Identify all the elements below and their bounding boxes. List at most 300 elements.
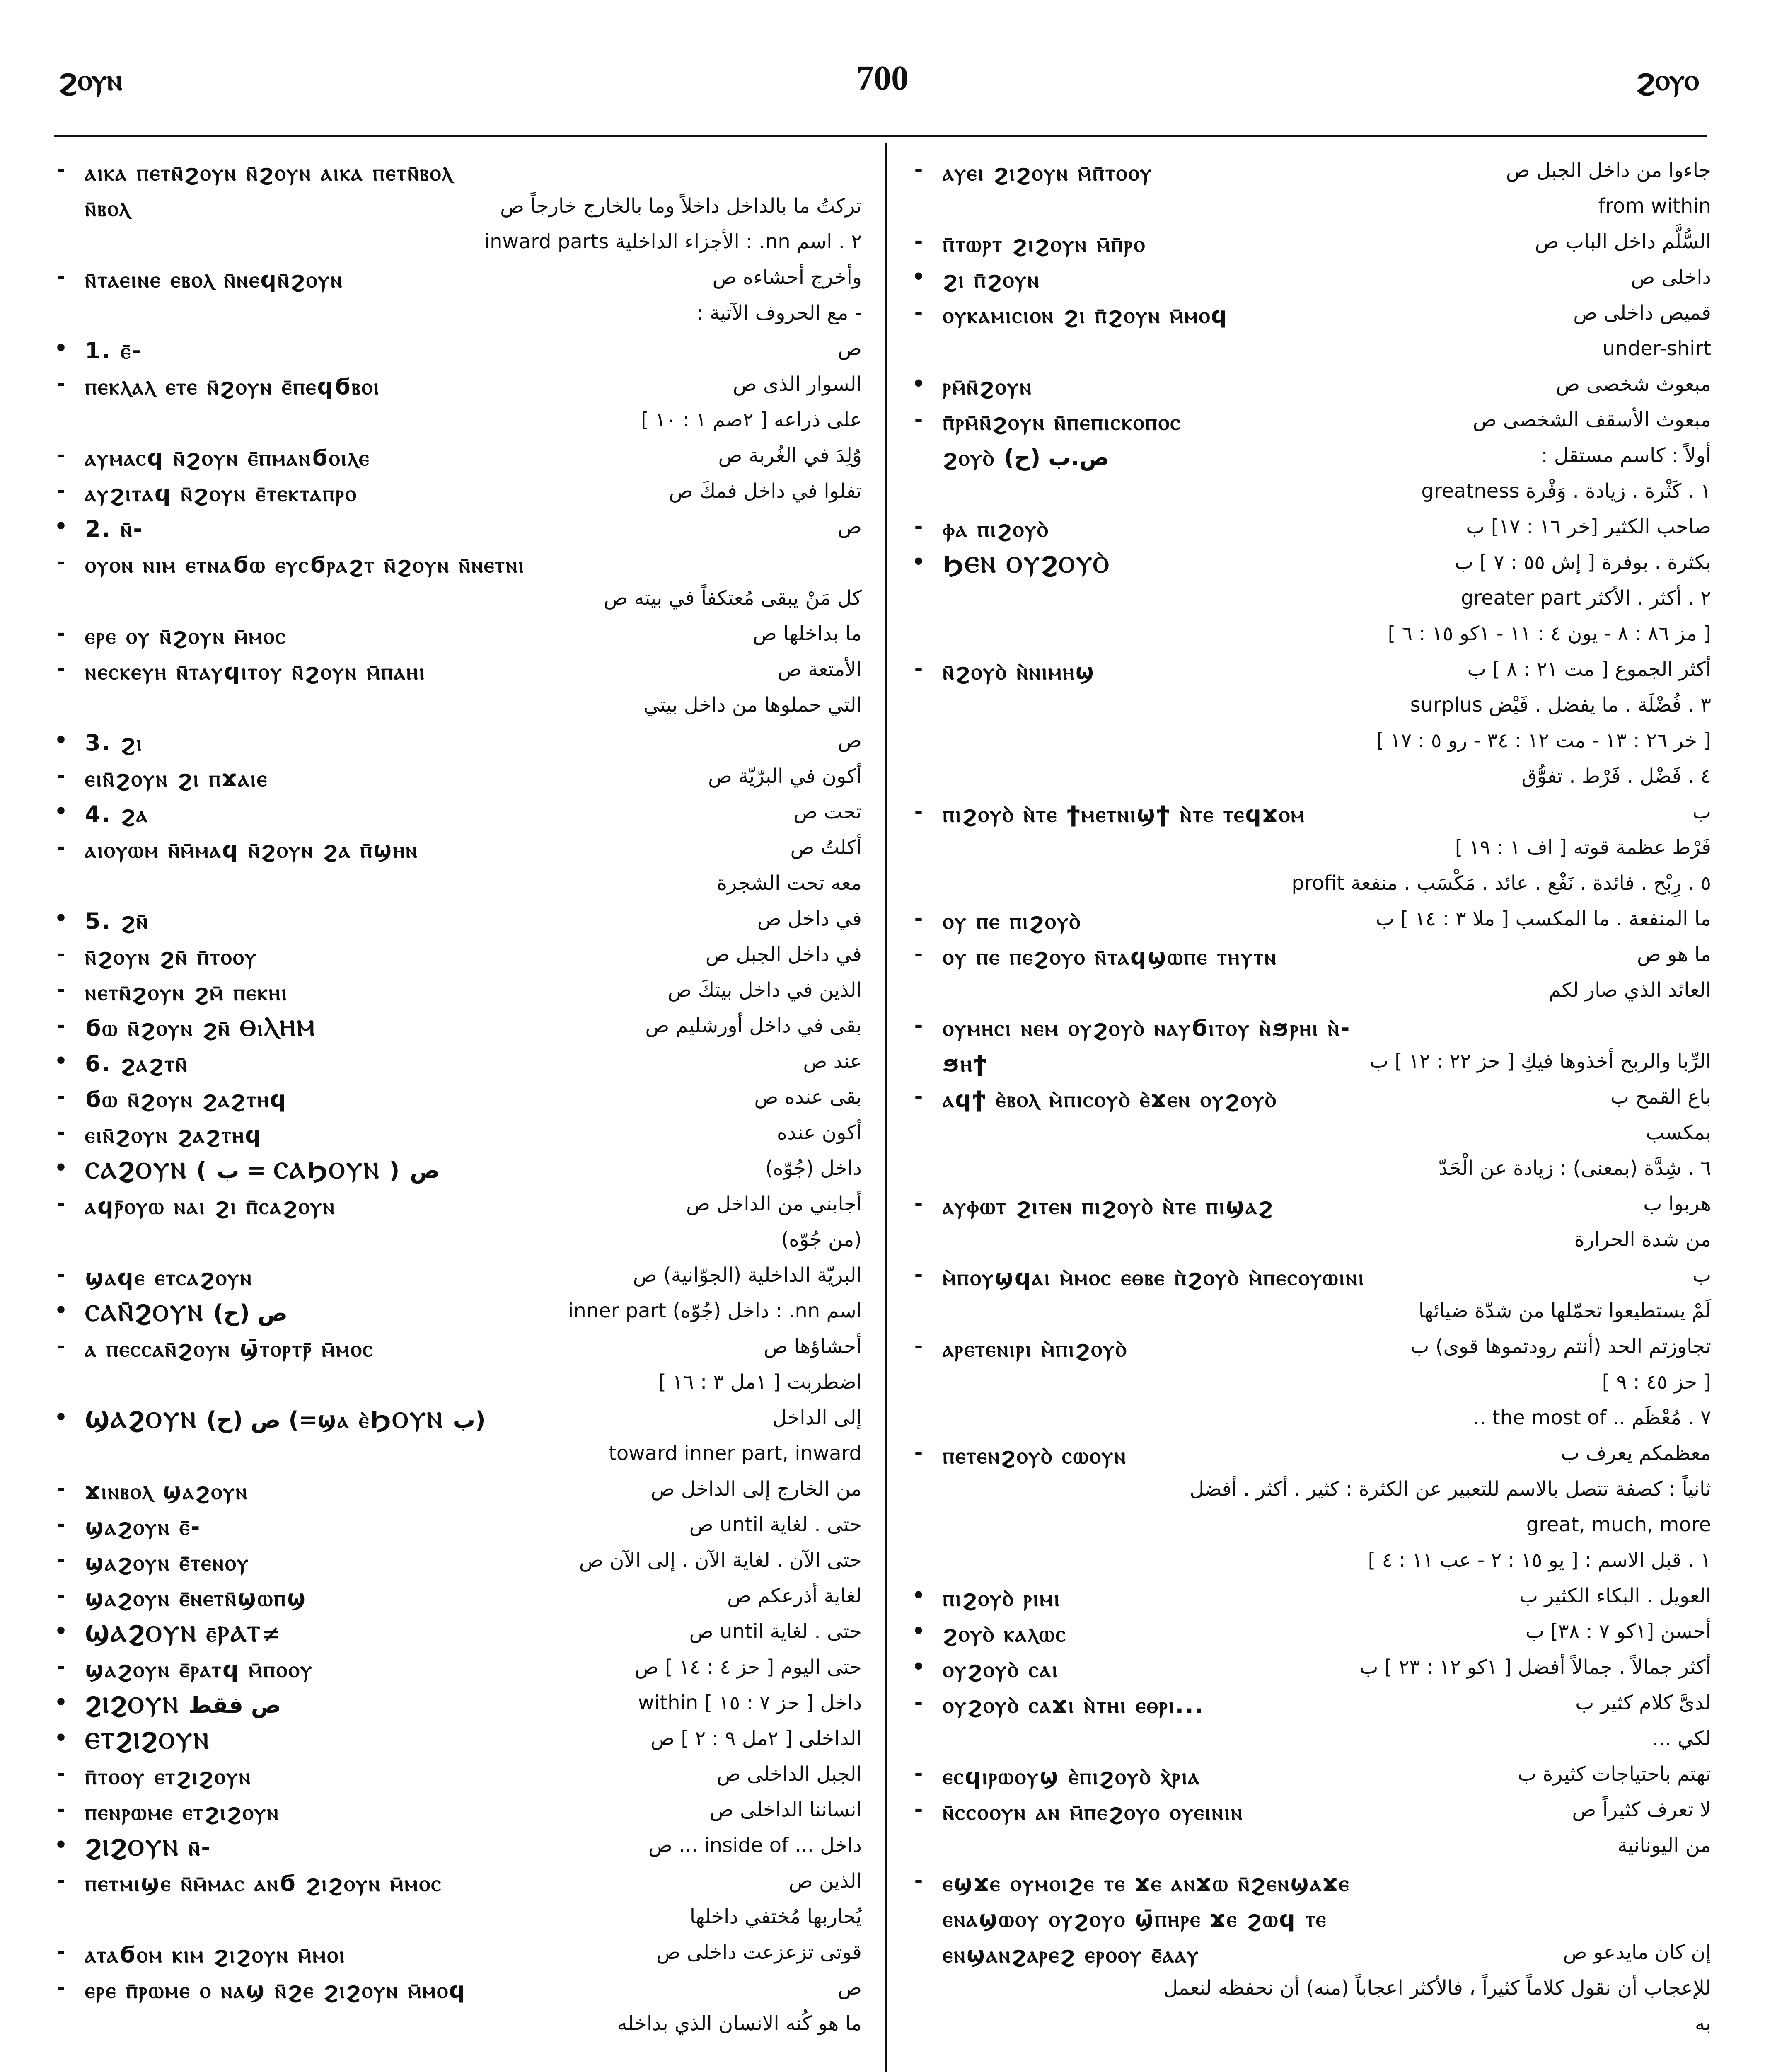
gloss-text: أكون عنده [777, 1121, 862, 1144]
coptic-text: ⲛ̄ⲧⲁⲉⲓⲛⲉ ⲉⲃⲟⲗ ⲛ̄ⲛⲉϥⲛ̄ϩⲟⲩⲛ [85, 266, 343, 293]
gloss-text: under-shirt [1602, 337, 1711, 360]
entry-line [46, 547, 866, 583]
gloss-text: من اليونانية [1617, 1834, 1711, 1857]
coptic-text: ⲛ̄ⲥⲥⲟⲟⲩⲛ ⲁⲛ ⲙ̄ⲡⲉϩⲟⲩⲟ ⲟⲩⲉⲓⲛⲓⲛ [943, 1799, 1244, 1825]
gloss-text: بمكسب [1646, 1121, 1711, 1144]
gloss-text: أكثر الجموع [ مت ٢١ : ٨ ] ب [1467, 658, 1711, 681]
entry-line [46, 1830, 866, 1866]
gloss-text: معه تحت الشجرة [717, 871, 862, 895]
entry-line [903, 369, 1715, 405]
example-dash: - [914, 1441, 923, 1465]
entry-line [903, 654, 1715, 690]
header-rule [54, 135, 1707, 137]
coptic-text: ⲁⲩϩⲓⲧⲁϥ ⲛ̄ϩⲟⲩⲛ ⲉ̄ⲧⲉⲕⲧⲁⲡⲣⲟ [85, 480, 358, 506]
gloss-text: الذين في داخل بيتكَ ص [667, 978, 862, 1002]
gloss-text: great, much, more [1526, 1513, 1711, 1536]
coptic-text: ⲁⲓⲟⲩⲱⲙ ⲛ̄ⲙ̄ⲙⲁϥ ⲛ̄ϩⲟⲩⲛ ϩⲁ ⲡ̄ϣⲏⲛ [85, 837, 418, 863]
headword-bullet: • [54, 1298, 68, 1322]
entry-line [903, 1474, 1715, 1510]
coptic-text: ⲡⲉⲧⲙⲓϣⲉ ⲛ̄ⲙ̄ⲙⲁⲥ ⲁⲛϭ ϩⲓϩⲟⲩⲛ ⲙ̄ⲙⲟⲥ [85, 1870, 442, 1896]
example-dash: - [914, 1013, 923, 1037]
coptic-text: ⲉⲓⲛ̄ϩⲟⲩⲛ ϩⲓ ⲡϫⲁⲓⲉ [85, 765, 268, 792]
gloss-text: بقى عنده ص [754, 1085, 862, 1109]
gloss-text: السوار الذى ص [733, 373, 862, 396]
gloss-text: تفلوا في داخل فمكَ ص [669, 479, 862, 503]
entry-line [46, 975, 866, 1011]
gloss-text: البريّة الداخلية (الجوّانية) ص [633, 1264, 862, 1287]
gloss-text: لا تعرف كثيراً ص [1572, 1798, 1711, 1821]
coptic-text: ϣⲁϩⲟⲩⲛ ⲉ̄ⲣⲁⲧϥ ⲙ̄ⲡⲟⲟⲩ [85, 1656, 313, 1682]
entry-line [903, 1902, 1715, 1937]
entry-line [46, 1973, 866, 2009]
entry-line [46, 654, 866, 690]
example-dash: - [914, 1762, 923, 1786]
example-dash: - [56, 1548, 65, 1572]
example-dash: - [914, 942, 923, 966]
example-dash: - [914, 300, 923, 324]
headword-bullet: • [54, 906, 68, 930]
entry-line [46, 1688, 866, 1723]
example-dash: - [56, 1512, 65, 1536]
example-dash: - [914, 1869, 923, 1893]
gloss-text: داخلى ص [1631, 266, 1711, 289]
entry-line [903, 191, 1715, 227]
page-number: 700 [856, 59, 909, 97]
example-dash: - [914, 229, 923, 253]
example-dash: - [914, 1690, 923, 1714]
gloss-text: ثانياً : كصفة تتصل بالاسم للتعبير عن الكثرة : كثير . أكثر . أفضل [1190, 1477, 1711, 1501]
entry-line [46, 512, 866, 547]
entry-line [903, 868, 1715, 904]
headword-bullet: • [54, 1405, 68, 1429]
entry-line [903, 583, 1715, 619]
coptic-text: 3. ϩⲓ [85, 730, 143, 756]
entry-line [46, 1011, 866, 1046]
example-dash: - [56, 621, 65, 645]
coptic-text: ϭⲱ ⲛ̄ϩⲟⲩⲛ ϩⲛ̄ ⲐⲓⲖⲎⲘ [85, 1015, 317, 1041]
example-dash: - [56, 1940, 65, 1964]
coptic-text: ⲁⲩⲫⲱⲧ ϩⲓⲧⲉⲛ ⲡⲓϩⲟⲩⲟ̀ ⲛ̀ⲧⲉ ⲡⲓϣⲁϩ [943, 1193, 1274, 1219]
example-dash: - [56, 657, 65, 681]
example-dash: - [56, 443, 65, 467]
gloss-text: تحت ص [793, 800, 862, 823]
example-dash: - [914, 1191, 923, 1215]
entry-line [46, 1723, 866, 1759]
entry-line [46, 155, 866, 191]
entry-line [903, 1153, 1715, 1189]
gloss-text: الذين ص [788, 1869, 862, 1893]
entry-line [903, 1118, 1715, 1153]
gloss-text: ٢ . اسم nn. : الأجزاء الداخلية inward parts [484, 230, 862, 253]
entry-line [903, 1510, 1715, 1545]
coptic-text: ⲡⲉⲧⲉⲛϩⲟⲩⲟ̀ ⲥⲱⲟⲩⲛ [943, 1443, 1127, 1469]
gloss-text: للإعجاب أن نقول كلاماً كثيراً ، فالأكثر اعجاباً (منه) أن نحفظه لنعمل [1163, 1976, 1711, 1999]
headword-bullet: • [912, 1583, 925, 1607]
gloss-text: في داخل الجبل ص [705, 943, 862, 966]
entry-line [903, 1260, 1715, 1296]
coptic-text: ⲁⲩⲉⲓ ϩⲓϩⲟⲩⲛ ⲙ̄ⲡ̄ⲧⲟⲟⲩ [943, 160, 1153, 186]
gloss-text: ص [837, 1976, 862, 1999]
entry-line [903, 2009, 1715, 2044]
gloss-text: حتى الآن . لغاية الآن . إلى الآن ص [579, 1549, 862, 1572]
entry-line [46, 1153, 866, 1189]
coptic-text: ⲁⲩⲙⲁⲥϥ ⲛ̄ϩⲟⲩⲛ ⲉ̄ⲡⲙⲁⲛϭⲟⲓⲗⲉ [85, 445, 370, 471]
gloss-text: لَمْ يستطيعوا تحمّلها من شدّة ضيائها [1418, 1299, 1711, 1322]
coptic-text: ⲛⲉⲥⲕⲉⲩⲏ ⲛ̄ⲧⲁⲩϥⲓⲧⲟⲩ ⲛ̄ϩⲟⲩⲛ ⲙ̄ⲡⲁⲏⲓ [85, 658, 426, 685]
entry-line [46, 1260, 866, 1296]
gloss-text: العائد الذي صار لكم [1548, 978, 1711, 1002]
coptic-text: ⲟⲩϩⲟⲩⲟ̀ ⲥⲁⲓ [943, 1656, 1059, 1682]
entry-line [46, 1438, 866, 1474]
entry-line [46, 1189, 866, 1225]
entry-line [903, 761, 1715, 797]
coptic-text: ϩⲟⲩⲟ̀ ⲕⲁⲗⲱⲥ [943, 1621, 1067, 1647]
column-divider [885, 143, 887, 2072]
headword-bullet: • [54, 1726, 68, 1750]
entry-line [46, 1759, 866, 1795]
gloss-text: أحشاؤها ص [764, 1335, 862, 1358]
example-dash: - [914, 1084, 923, 1109]
gloss-text: داخل ... inside of ... ص [648, 1834, 862, 1857]
example-dash: - [56, 1120, 65, 1144]
entry-line [46, 761, 866, 797]
coptic-text: ϫⲓⲛⲃⲟⲗ ϣⲁϩⲟⲩⲛ [85, 1478, 249, 1504]
coptic-text: ⲛ̄ⲃⲟⲗ [85, 195, 131, 221]
entry-line [903, 1759, 1715, 1795]
example-dash: - [56, 372, 65, 396]
entry-line [903, 155, 1715, 191]
entry-line [903, 1830, 1715, 1866]
coptic-text: ⲉⲛϣⲁⲛϩⲁⲣⲉϩ ⲉⲣⲟⲟⲩ ⲉ̄ⲁⲁⲩ [943, 1941, 1200, 1968]
coptic-text: 2. ⲛ̄- [85, 516, 144, 542]
gloss-text: اسم nn. : داخل (جُوّه) inner part [568, 1299, 862, 1322]
entry-line [903, 405, 1715, 441]
coptic-text: ⲁⲧⲁϭⲟⲙ ⲕⲓⲙ ϩⲓϩⲟⲩⲛ ⲙ̄ⲙⲟⲓ [85, 1941, 346, 1968]
example-dash: - [56, 550, 65, 574]
example-dash: - [914, 1334, 923, 1358]
entry-line [46, 1902, 866, 1937]
example-dash: - [56, 1084, 65, 1109]
entry-line [903, 1189, 1715, 1225]
coptic-text: ϩⲟⲩⲟ̀ ص.ب (ح) [943, 445, 1110, 471]
gloss-text: ص [837, 729, 862, 752]
page-header [0, 0, 1765, 128]
example-dash: - [56, 1655, 65, 1679]
headword-bullet: • [54, 336, 68, 360]
headword-bullet: • [54, 728, 68, 752]
entry-line [46, 833, 866, 868]
coptic-text: ⲈⲦϨⲒϨⲞⲨⲚ [85, 1728, 210, 1754]
gloss-text: ب [1692, 1264, 1711, 1287]
headword-bullet: • [912, 372, 925, 396]
gloss-text: ص [837, 515, 862, 538]
entry-line [46, 1403, 866, 1438]
coptic-text: ⲁϥϯ ⲉ̀ⲃⲟⲗ ⲙ̀ⲡⲓⲥⲟⲩⲟ̀ ⲉ̀ϫⲉⲛ ⲟⲩϩⲟⲩⲟ̀ [943, 1086, 1277, 1112]
entry-line [46, 868, 866, 904]
entry-line [903, 1082, 1715, 1118]
coptic-text: 6. ϩⲁϩⲧⲛ̄ [85, 1051, 188, 1077]
gloss-text: تركتُ ما بالداخل داخلاً وما بالخارج خارجاً ص [500, 194, 862, 218]
coptic-text: ⲟⲩⲟⲛ ⲛⲓⲙ ⲉⲧⲛⲁϭⲱ ⲉⲩⲥϭⲣⲁϩⲧ ⲛ̄ϩⲟⲩⲛ ⲛ̄ⲛⲉⲧⲛⲓ [85, 552, 525, 578]
entry-line [903, 1617, 1715, 1652]
entry-line [46, 726, 866, 761]
coptic-text: 5. ϩⲛ̄ [85, 908, 149, 934]
left-column [46, 155, 866, 2072]
coptic-text: ⲟⲩ ⲡⲉ ⲡⲉϩⲟⲩⲟ ⲛ̄ⲧⲁϥϣⲱⲡⲉ ⲧⲏⲩⲧⲛ [943, 944, 1277, 970]
gloss-text: صاحب الكثير [خر ١٦ : ١٧] ب [1466, 515, 1711, 538]
gloss-text: حتى . لغاية until ص [689, 1513, 862, 1536]
coptic-text: ⲟⲩϩⲟⲩⲟ̀ ⲥⲁϫⲓ ⲛ̀ⲧⲏⲓ ⲉⲑⲣⲓ... [943, 1692, 1205, 1718]
example-dash: - [914, 906, 923, 930]
gloss-text: مبعوث شخصى ص [1556, 373, 1711, 396]
entry-line [903, 1545, 1715, 1581]
gloss-text: في داخل ص [757, 907, 862, 930]
gloss-text: قوتى تزعزعت داخلى ص [656, 1941, 862, 1964]
coptic-text: ⲉⲛⲁϣⲱⲟⲩ ⲟⲩϩⲟⲩⲟ ϣ̄ⲡⲏⲣⲉ ϫⲉ ϩⲱϥ ⲧⲉ [943, 1906, 1327, 1932]
gloss-text: (من جُوّه) [781, 1228, 862, 1251]
entry-line [46, 1331, 866, 1367]
entry-line [903, 904, 1715, 939]
example-dash: - [56, 1191, 65, 1215]
gloss-text: ما هو كُنه الانسان الذي بداخله [617, 2012, 862, 2035]
coptic-text: ϣⲁϥⲉ ⲉⲧⲥⲁϩⲟⲩⲛ [85, 1264, 253, 1290]
coptic-text: ⲛ̄ϩⲟⲩⲛ ϩⲛ̄ ⲡ̄ⲧⲟⲟⲩ [85, 944, 258, 970]
example-dash: - [56, 1975, 65, 1999]
coptic-text: ⲉⲥϥⲓⲣⲱⲟⲩϣ ⲉ̀ⲡⲓϩⲟⲩⲟ̀ ⲭ̀ⲣⲓⲁ [943, 1763, 1201, 1789]
coptic-text: ⲫⲁ ⲡⲓϩⲟⲩⲟ̀ [943, 516, 1049, 542]
gloss-text: ص [837, 337, 862, 360]
entry-line [46, 441, 866, 476]
gloss-text: انساننا الداخلى ص [709, 1798, 862, 1821]
gloss-text: [ خر ٢٦ : ١٣ - مت ١٢ : ٣٤ - رو ٥ : ١٧ ] [1376, 729, 1711, 752]
gloss-text: ٦ . شِدَّة (بمعنى) : زيادة عن الْحَدّ [1439, 1157, 1711, 1180]
entry-line [46, 1581, 866, 1617]
gloss-text: أكلتُ ص [790, 836, 862, 859]
headword-bullet: • [912, 265, 925, 289]
entry-line [903, 512, 1715, 547]
gloss-text: [ حز ٤٥ : ٩ ] [1602, 1370, 1711, 1394]
entry-line [903, 1367, 1715, 1403]
entry-line [46, 904, 866, 939]
coptic-text: ⲛⲉⲧⲛ̄ϩⲟⲩⲛ ϩⲙ̄ ⲡⲉⲕⲏⲓ [85, 979, 288, 1005]
gloss-text: العويل . البكاء الكثير ب [1519, 1584, 1711, 1607]
coptic-text: ⲁⲓⲕⲁ ⲡⲉⲧⲛ̄ϩⲟⲩⲛ ⲛ̄ϩⲟⲩⲛ ⲁⲓⲕⲁ ⲡⲉⲧⲛ̄ⲃⲟⲗ [85, 160, 454, 186]
gloss-text: لكي ... [1652, 1727, 1711, 1750]
example-dash: - [914, 1797, 923, 1821]
headword-bullet: • [54, 1049, 68, 1073]
entry-line [46, 405, 866, 441]
gloss-text: كل مَنْ يبقى مُعتكفاً في بيته ص [604, 586, 862, 610]
gloss-text: من الخارج إلى الداخل ص [650, 1477, 862, 1501]
entry-line [46, 1652, 866, 1688]
gloss-text: حتى اليوم [ حز ٤ : ١٤ ] ص [634, 1656, 862, 1679]
gloss-text: به [1695, 2012, 1711, 2035]
gloss-text: إلى الداخل [772, 1406, 862, 1429]
coptic-text: ⲟⲩⲕⲁⲙⲓⲥⲓⲟⲛ ϩⲓ ⲡ̄ϩⲟⲩⲛ ⲙ̄ⲙⲟϥ [943, 302, 1228, 328]
gloss-text: داخل (جُوّه) [765, 1157, 862, 1180]
gloss-text: ما بداخلها ص [752, 622, 862, 645]
entry-line [903, 1723, 1715, 1759]
coptic-text: ⲤⲀϨⲞⲨⲚ ( ب = ⲤⲀϦⲞⲨⲚ ) ص [85, 1157, 440, 1184]
entry-line [903, 1973, 1715, 2009]
entry-line [46, 191, 866, 227]
coptic-text: ϢⲀϨⲞⲨⲚ ⲉ̄ⲢⲀⲦ≠ [85, 1621, 282, 1647]
entry-line [903, 975, 1715, 1011]
headword-bullet: • [54, 1833, 68, 1857]
coptic-text: ⲟⲩ ⲡⲉ ⲡⲓϩⲟⲩⲟ̀ [943, 908, 1081, 934]
gloss-text: الأمتعة ص [777, 658, 862, 681]
gloss-text: وُلِدَ في الغُربة ص [718, 444, 862, 467]
entry-line [903, 334, 1715, 369]
gloss-text: السُّلَّم داخل الباب ص [1535, 230, 1711, 253]
coptic-text: ⲡⲉⲛⲣⲱⲙⲉ ⲉⲧϩⲓϩⲟⲩⲛ [85, 1799, 280, 1825]
coptic-text: ϧⲏϯ [943, 1051, 988, 1077]
example-dash: - [914, 657, 923, 681]
entry-line [46, 334, 866, 369]
gloss-text: from within [1598, 194, 1711, 218]
entry-line [903, 298, 1715, 334]
gloss-text: معظمكم يعرف ب [1561, 1442, 1711, 1465]
coptic-text: ⲣⲙ̄ⲛ̄ϩⲟⲩⲛ [943, 373, 1032, 399]
entry-line [46, 227, 866, 262]
entry-line [46, 298, 866, 334]
coptic-text: ⲉⲓⲛ̄ϩⲟⲩⲛ ϩⲁϩⲧⲏϥ [85, 1122, 262, 1148]
headword-bullet: • [54, 1690, 68, 1714]
entry-line [46, 1617, 866, 1652]
coptic-text: ϣⲁϩⲟⲩⲛ ⲉ̄- [85, 1514, 201, 1540]
gloss-text: toward inner part, inward [609, 1442, 862, 1465]
gloss-text: تجاوزتم الحد (أنتم رودتموها قوى) ب [1410, 1335, 1711, 1358]
gloss-text: قميص داخلى ص [1573, 301, 1711, 324]
coptic-text: ⲉϣϫⲉ ⲟⲩⲙⲟⲓϩⲉ ⲧⲉ ϫⲉ ⲁⲛϫⲱ ⲛ̄ϩⲉⲛϣⲁϫⲉ [943, 1870, 1350, 1896]
entry-line [46, 690, 866, 726]
coptic-text: ⲡ̄ⲧⲱⲣⲧ ϩⲓϩⲟⲩⲛ ⲙ̄ⲡ̄ⲣⲟ [943, 231, 1146, 257]
coptic-text: ⲛ̄ϩⲟⲩⲟ̀ ⲛ̀ⲛⲓⲙⲏϣ [943, 658, 1095, 685]
gloss-text: ٥ . رِبْح . فائدة . نَفْع . عائد . مَكْسَب . منفعة profit [1291, 871, 1711, 895]
example-dash: - [56, 1263, 65, 1287]
gloss-text: أكثر جمالاً . جمالاً أفضل [ ١كو ١٢ : ٢٣ ] ب [1359, 1656, 1711, 1679]
entry-line [903, 227, 1715, 262]
coptic-text: ⲙ̀ⲡⲟⲩϣϥⲁⲓ ⲙ̀ⲙⲟⲥ ⲉⲑⲃⲉ ⲡ̀ϩⲟⲩⲟ̀ ⲙ̀ⲡⲉⲥⲟⲩⲱⲓⲛⲓ [943, 1264, 1365, 1290]
headword-bullet: • [54, 1619, 68, 1643]
gloss-text: من شدة الحرارة [1574, 1228, 1711, 1251]
example-dash: - [914, 158, 923, 182]
coptic-text: 1. ⲉ̄- [85, 338, 143, 364]
example-dash: - [914, 407, 923, 431]
gloss-text: ١ . قبل الاسم : [ يو ١٥ : ٢ - عب ١١ : ٤ ] [1368, 1549, 1711, 1572]
gloss-text: ٣ . فُضْلَة . ما يفضل . فَيْض surplus [1410, 693, 1711, 716]
entry-line [46, 1510, 866, 1545]
example-dash: - [56, 265, 65, 289]
entry-line [46, 1225, 866, 1260]
entry-line [903, 1795, 1715, 1830]
headword-bullet: • [54, 514, 68, 538]
gloss-text: أجابني من الداخل ص [686, 1192, 862, 1215]
coptic-text: ⲉⲣⲉ ⲡ̄ⲣⲱⲙⲉ ⲟ ⲛⲁϣ ⲛ̄ϩⲉ ϩⲓϩⲟⲩⲛ ⲙ̄ⲙⲟϥ [85, 1977, 467, 2003]
example-dash: - [56, 1797, 65, 1821]
entry-line [903, 1046, 1715, 1082]
gloss-text: يُحاربها مُختفي داخلها [689, 1905, 862, 1928]
entry-line [903, 619, 1715, 654]
gloss-text: باع القمح ب [1610, 1085, 1711, 1109]
entry-line [46, 1474, 866, 1510]
entry-line [46, 262, 866, 298]
coptic-text: ⲁϥⲣ̄ⲟⲩⲱ ⲛⲁⲓ ϩⲓ ⲡ̄ⲥⲁϩⲟⲩⲛ [85, 1193, 336, 1219]
gloss-text: وأخرج أحشاءه ص [712, 266, 862, 289]
entry-line [903, 1866, 1715, 1902]
entry-line [46, 583, 866, 619]
example-dash: - [56, 1583, 65, 1607]
example-dash: - [56, 764, 65, 788]
entry-line [903, 1225, 1715, 1260]
entry-line [903, 1331, 1715, 1367]
example-dash: - [56, 1013, 65, 1037]
coptic-text: ⲁ ⲡⲉⲥⲥⲁⲛ̄ϩⲟⲩⲛ ϣ̄ⲧⲟⲣⲧⲣ̄ ⲙ̄ⲙⲟⲥ [85, 1336, 374, 1362]
headword-bullet: • [912, 1655, 925, 1679]
entry-line [903, 833, 1715, 868]
entry-line [903, 797, 1715, 833]
example-dash: - [56, 942, 65, 966]
coptic-text: ϨⲒϨⲞⲨⲚ ⲛ̄- [85, 1835, 212, 1861]
example-dash: - [914, 799, 923, 823]
coptic-text: ⲡⲉⲕⲗⲁⲗ ⲉⲧⲉ ⲛ̄ϩⲟⲩⲛ ⲉ̄ⲡⲉϥϭⲃⲟⲓ [85, 373, 380, 399]
header-right-word: ϩⲟⲩⲟ [1635, 62, 1699, 97]
gloss-text: الجبل الداخلى ص [716, 1762, 862, 1786]
entry-line [46, 2009, 866, 2044]
coptic-text: ϭⲱ ⲛ̄ϩⲟⲩⲛ ϩⲁϩⲧⲏϥ [85, 1086, 288, 1112]
entry-line [46, 1545, 866, 1581]
gloss-text: لغاية أذرعكم ص [727, 1584, 862, 1607]
entry-line [903, 1652, 1715, 1688]
entry-line [903, 262, 1715, 298]
entry-line [46, 1866, 866, 1902]
gloss-text: عند ص [803, 1050, 862, 1073]
entry-line [903, 1438, 1715, 1474]
gloss-text: حتى . لغاية until ص [689, 1620, 862, 1643]
entry-line [903, 1296, 1715, 1331]
entry-line [46, 1937, 866, 1973]
example-dash: - [56, 1477, 65, 1501]
coptic-text: ϩⲓ ⲡ̄ϩⲟⲩⲛ [943, 266, 1040, 293]
example-dash: - [56, 1762, 65, 1786]
gloss-text: ما المنفعة . ما المكسب [ ملا ٣ : ١٤ ] ب [1376, 907, 1711, 930]
gloss-text: بكثرة . بوفرة [ إش ٥٥ : ٧ ] ب [1454, 551, 1711, 574]
entry-line [903, 726, 1715, 761]
entry-line [903, 1403, 1715, 1438]
entry-line [903, 547, 1715, 583]
entry-line [903, 690, 1715, 726]
gloss-text: لدىَّ كلام كثير ب [1575, 1691, 1711, 1714]
headword-bullet: • [54, 799, 68, 823]
gloss-text: هربوا ب [1643, 1192, 1711, 1215]
gloss-text: الرِّبا والربح أخذوها فيكِ [ حز ٢٢ : ١٢ ] ب [1369, 1050, 1711, 1073]
gloss-text: على ذراعه [ ٢صم ١ : ١٠ ] [641, 408, 862, 431]
headword-bullet: • [912, 550, 925, 574]
example-dash: - [56, 1869, 65, 1893]
gloss-text: ما هو ص [1637, 943, 1711, 966]
coptic-text: ⲁⲣⲉⲧⲉⲛⲓⲣⲓ ⲙ̀ⲡⲓϩⲟⲩⲟ̀ [943, 1336, 1128, 1362]
coptic-text: ϦⲈⲚ ⲞⲨϨⲞⲨⲞ̀ [943, 552, 1110, 578]
entry-line [46, 1046, 866, 1082]
entry-line [903, 939, 1715, 975]
gloss-text: ١ . كَثْرة . زيادة . وَفْرة greatness [1421, 479, 1711, 503]
gloss-text: مبعوث الأسقف الشخصى ص [1472, 408, 1711, 431]
coptic-text: ⲤⲀⲚ̄ϨⲞⲨⲚ ص (ح) [85, 1300, 288, 1326]
entry-line [46, 476, 866, 512]
entry-line [903, 476, 1715, 512]
coptic-text: ⲟⲩⲙⲏⲥⲓ ⲛⲉⲙ ⲟⲩϩⲟⲩⲟ̀ ⲛⲁⲩϭⲓⲧⲟⲩ ⲛ̀ϧⲣⲏⲓ ⲛ̀- [943, 1015, 1351, 1041]
gloss-text: ب [1692, 800, 1711, 823]
